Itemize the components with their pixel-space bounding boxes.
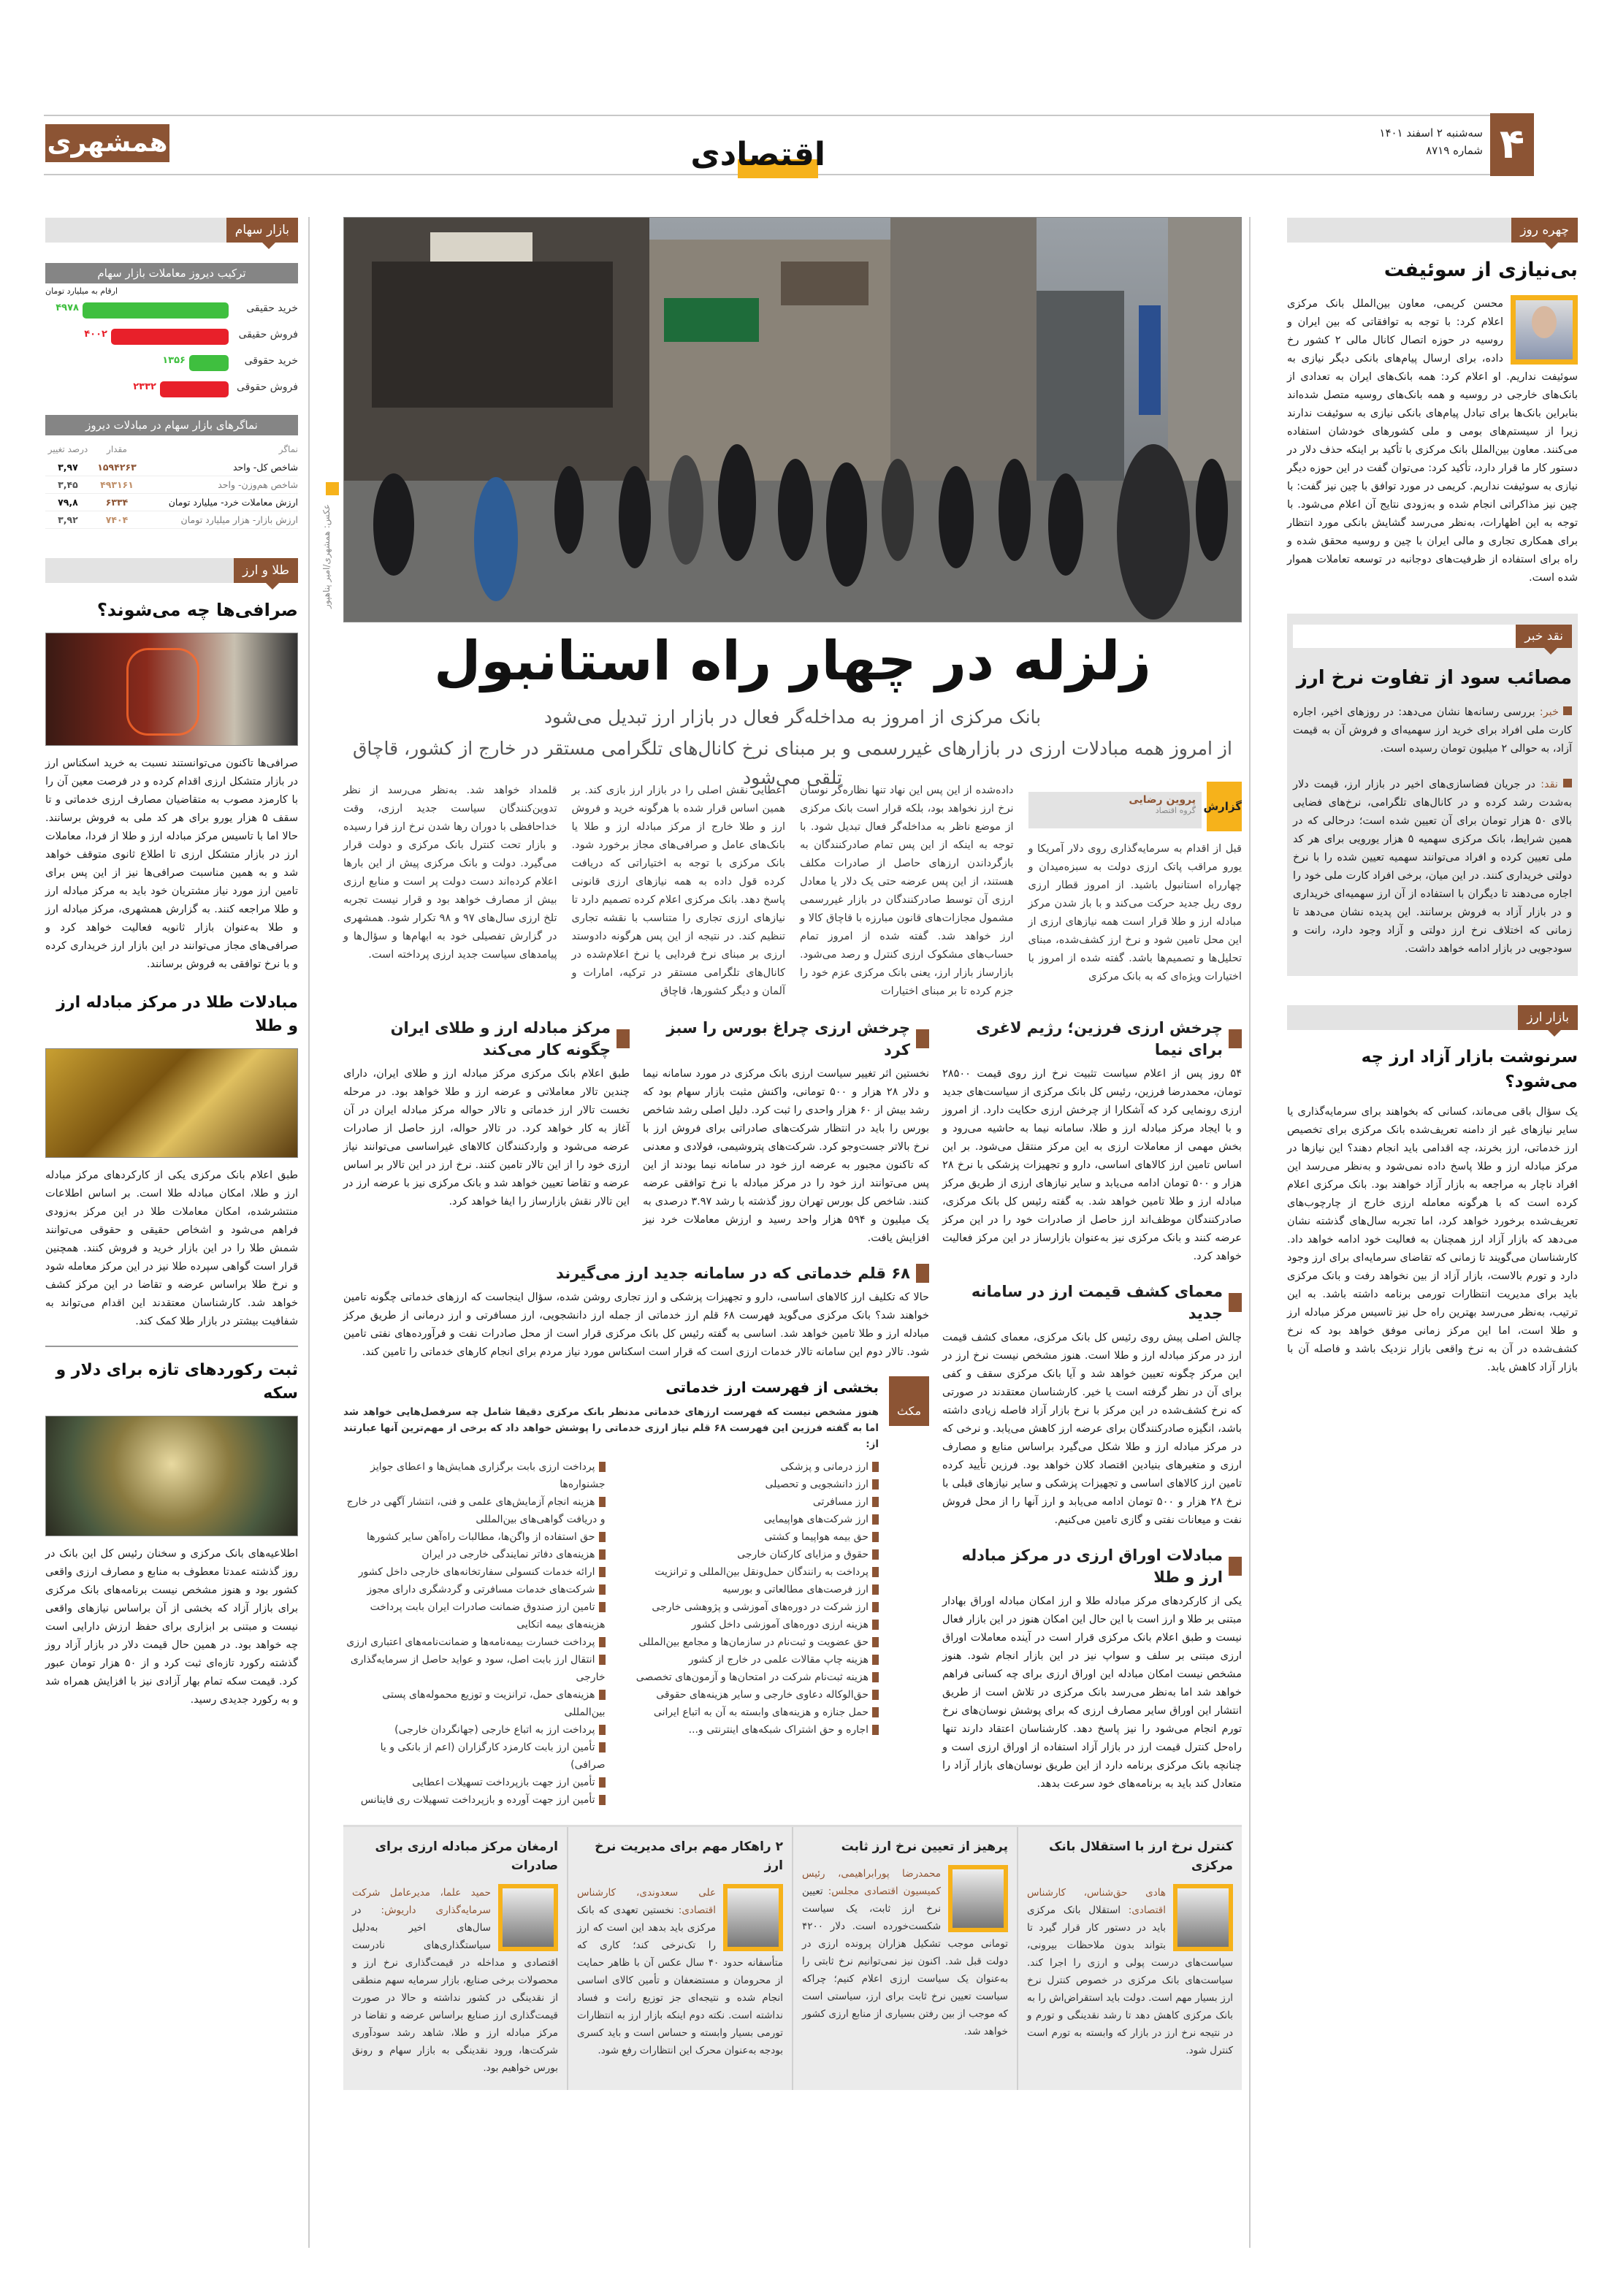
expert-portrait bbox=[948, 1865, 1008, 1932]
stock-tag-bar bbox=[45, 218, 298, 243]
experts-row bbox=[343, 1827, 1242, 2090]
headline: زلزله در چهار راه استانبول bbox=[434, 630, 1151, 693]
photo-credit-marker bbox=[326, 482, 339, 495]
gold-tag-bar bbox=[45, 558, 298, 583]
section-logo: اقتصادی bbox=[723, 131, 825, 183]
critique-paragraph bbox=[1293, 776, 1572, 958]
section-price-discovery bbox=[942, 1281, 1242, 1530]
expert-title: ارمغان مرکز مبادله ارزی برای صادرات bbox=[375, 1839, 558, 1873]
service-item: ارز فرصت‌های مطالعاتی و بورسیه bbox=[617, 1581, 879, 1598]
expert-title: ۲ راهکار مهم برای مدیریت نرخ ارز bbox=[595, 1839, 783, 1873]
bar-label: خرید حقوقی bbox=[244, 355, 298, 367]
service-item: ارز شرکت در دوره‌های آموزشی و پژوهشی خارجی bbox=[617, 1598, 879, 1616]
index-row bbox=[45, 459, 298, 476]
exchange-photo bbox=[45, 633, 298, 746]
service-item: اجاره و حق اشتراک شبکه‌های اینترنتی و... bbox=[617, 1721, 879, 1739]
section-body: حالا که تکلیف ارز کالاهای اساسی، دارو و تجهیزات پزشکی و ارز تجاری روشن شده، سؤال اینجاست که ارزهای خدماتی چگونه تامین خواهند شد؟ بانک مرکزی می‌گوید فهرست ۶۸ قلم ارز خدماتی از جمله ارز دانشجویی، ارز مسافرتی و ارز درمانی از طریق مرکز مبادله ارز و طلا تامین خواهد شد. اساسی به گفته رئیس کل بانک مرکزی قرار است از محل صادرات نفت و فرآورده‌های نفتی تامین شود. تالار دوم این سامانه تالار خدمات ارزی است که قرار است اسکناس مورد نیاز مردم برای انجام کارهای خدماتی را تامین کند. bbox=[343, 1292, 929, 1358]
byline-box bbox=[1028, 792, 1202, 828]
expert-opinion bbox=[567, 1827, 792, 2090]
expert-name: محمدرضا پورابراهیمی، رئیس کمیسیون اقتصادی مجلس: bbox=[802, 1868, 941, 1897]
bar-label: فروش حقیقی bbox=[238, 329, 298, 340]
face-body-wrap bbox=[1287, 295, 1578, 587]
exchange-body: صرافی‌ها تاکنون می‌توانستند نسبت به خرید اسکناس ارز در بازار متشکل ارزی اقدام کرده و در فرصت معین آن را با کارمزد مصوب به متقاضیان مصارف ارزی خدماتی و تا سقف ۵ هزار یورو برای هر کد ملی به فروش برسانند. حالا اما با تاسیس مرکز مبادله ارز و طلا از فردا، معاملات ارز در بازار متشکل ارزی تا اطلاع ثانوی متوقف خواهد شد و به همین مناسبت صرافی‌ها نیز از این پس برای تامین ارز مورد نیاز مشتریان خود باید به مرکز مبادله ارز و طلا مراجعه کنند. به گزارش همشهری، مرکز مبادله ارز و طلا به‌عنوان بازار ثانویه فعالیت خواهد کرد و صرافی‌های مجاز می‌توانند در این بازار ارز خریداری کرده و با نرخ توافقی به فروش برسانند. bbox=[45, 758, 298, 970]
column-divider bbox=[308, 217, 310, 2248]
left-column bbox=[45, 218, 298, 1709]
service-item: حمل جنازه و هزینه‌های وابسته به آن به اتباع ایرانی bbox=[617, 1704, 879, 1721]
bar-fill bbox=[189, 355, 229, 371]
section-body: نخستین اثر تغییر سیاست ارزی بانک مرکزی در مورد سامانه نیما و دلار ۲۸ هزار و ۵۰۰ تومانی، واکنش مثبت بازار سهام بود که رشد بیش از ۶۰ هزار واحدی را ثبت کرد. دلیل اصلی رشد شاخص بورس را باید در انتظار شرکت‌های صادراتی برای فروش ارز با نرخ بالاتر جست‌وجو کرد. شرکت‌های پتروشیمی، فولادی و معدنی که تاکنون مجبور به عرضه ارز خود در سامانه نیما بودند از این پس می‌توانند ارز خود را در مرکز مبادله با نرخ توافقی عرضه کنند. شاخص کل بورس تهران روز گذشته با رشد ۳.۹۷ درصدی به یک میلیون و ۵۹۴ هزار واحد رسید و ارزش معاملات خرد نیز افزایش یافت. bbox=[643, 1068, 930, 1244]
paper-logo: همشهری bbox=[45, 124, 169, 162]
service-item: تأمین ارز بابت کارمزد کارگزاران (اعم از بانکی و یا صرافی) bbox=[343, 1739, 606, 1774]
service-item: شرکت‌های خدمات مسافرتی و گردشگری دارای مجوز bbox=[343, 1581, 606, 1598]
index-name: شاخص کل- واحد bbox=[233, 462, 298, 473]
service-item: هزینه ارزی دوره‌های آموزشی داخل کشور bbox=[617, 1616, 879, 1633]
services-lists bbox=[343, 1458, 879, 1809]
index-value: ۶۳۳۴ bbox=[105, 497, 129, 508]
section-68-items bbox=[343, 1262, 929, 1362]
expert-body: در سال‌های اخیر به‌دلیل سیاستگذاری‌های نادرست اقتصادی و مداخله در قیمت‌گذاری نرخ ارز و محصولات برخی صنایع، بازار سرمایه سهم منطقی از نقدینگی در کشور نداشته و حالا در صورت قیمت‌گذاری ارز صنایع براساس عرضه و تقاضا در مرکز مبادله ارز و طلا، شاهد رشد سودآوری شرکت‌ها، ورود نقدینگی به بازار سهام و رونق بورس خواهیم بود. bbox=[352, 1904, 558, 2074]
col-header: مقدار bbox=[107, 444, 127, 454]
gold-photo bbox=[45, 1048, 298, 1158]
composition-title: ترکیب دیروز معاملات بازار سهام bbox=[45, 263, 298, 283]
face-body: محسن کریمی، معاون بین‌الملل بانک مرکزی اعلام کرد: با توجه به توافقاتی که بین ایران و روسیه در حوزه اتصال کانال مالی ۲ کشور رخ داده، برای ارسال پیام‌های بانکی دیگر نیازی به سوئیفت نداریم. او اعلام کرد: همه بانک‌های ایران به تعدادی از بانک‌های خارجی در روسیه و همه بانک‌های روسیه متصل شده‌اند بنابراین بانک‌ها برای تبادل پیام‌های بانکی نیازی به سوئیفت ندارند زیرا از سیستم‌های بومی و ملی کشورهای خودشان استفاده می‌کنند. معاون بین‌الملل بانک مرکزی با تأکید بر اینکه حذف دلار در دستور کار ما قرار دارد، تأکید کرد: می‌توان گفت در این حوزه دیگر نیازی به سوئیفت نداریم. کریمی در مورد توافق با چین نیز گفت: با چین نیز مذاکراتی انجام شده و به‌زودی نتایج آن اعلام می‌شود. با توجه به این اظهارات، به‌نظر می‌رسد گشایش بانکی مورد انتظار برای همکاری تجاری و مالی ایران با چین و روسیه محقق شده و راه برای استفاده از ظرفیت‌های دوجانبه در توسعه تعاملات هموار شده است. bbox=[1287, 298, 1578, 584]
issue-info bbox=[1344, 124, 1483, 159]
expert-opinion bbox=[792, 1827, 1017, 2090]
service-item: هزینه ثبت‌نام شرکت در امتحان‌ها و آزمون‌های تخصصی bbox=[617, 1668, 879, 1686]
services-list-left bbox=[343, 1458, 606, 1809]
box-content bbox=[343, 1376, 879, 1809]
subtitle-2: از امروز همه مبادلات ارزی در بازارهای غیررسمی و بر مبنای نرخ کانال‌های تلگرامی مستقر در خارج از کشور، قاچاق تلقی می‌شود bbox=[353, 738, 1232, 788]
header-top-rule bbox=[44, 115, 1534, 116]
critique-tag-bar bbox=[1293, 625, 1572, 648]
bar-fill bbox=[160, 381, 229, 397]
section-title: مبادلات اوراق ارزی در مرکز مبادله ارز و طلا bbox=[961, 1546, 1223, 1586]
section-body: ۵۴ روز پس از اعلام سیاست تثبیت نرخ ارز روی قیمت ۲۸۵۰۰ تومان، محمدرضا فرزین، رئیس کل بانک مرکزی از سیاست‌های جدید ارزی رونمایی کرد که آشکارا از چرخش ارزی حکایت دارد. از امروز و با ایجاد مرکز مبادله ارز و طلا، سامانه نیما به حاشیه می‌رود و بخش مهمی از معاملات ارزی به این مرکز منتقل می‌شود. بر این اساس تامین ارز کالاهای اساسی، دارو و تجهیزات پزشکی با نرخ ۲۸ هزار و ۵۰۰ تومان ادامه می‌یابد و سایر نیازهای ارزی از طریق مرکز مبادله ارز و طلا تامین خواهد شد. به گفته رئیس کل بانک مرکزی، صادرکنندگان موظف‌اند ارز حاصل از صادرات خود را در این مرکز عرضه کنند و بانک مرکزی نیز به‌عنوان بازارساز در این مرکز فعالیت خواهد کرد. bbox=[942, 1068, 1242, 1262]
services-list-box bbox=[343, 1376, 929, 1809]
author-group: گروه اقتصاد bbox=[1155, 806, 1196, 815]
indices-header-row bbox=[45, 440, 298, 459]
issue-date: سه‌شنبه ۲ اسفند ۱۴۰۱ bbox=[1379, 126, 1483, 140]
index-change: ۳,۴۵ bbox=[58, 479, 78, 490]
service-item: هزینه انجام آزمایش‌های علمی و فنی، انتشار آگهی در خارج و دریافت گواهی‌های بین‌المللی bbox=[343, 1493, 606, 1528]
section-body: چالش اصلی پیش روی رئیس کل بانک مرکزی، معمای کشف قیمت ارز در مرکز مبادله ارز و طلا است. هنوز مشخص نیست نرخ ارز در این مرکز چگونه تعیین خواهد شد و آیا بانک مرکزی سقف و کفی برای آن در نظر گرفته است یا خیر. کارشناسان معتقدند در صورتی که نرخ کشف‌شده در این مرکز با نرخ بازار آزاد فاصله زیادی داشته باشد، انگیزه صادرکنندگان برای عرضه ارز کاهش می‌یابد. و نرخی که در مرکز مبادله ارز و طلا شکل می‌گیرد براساس منابع و مصارف ارزی و متغیرهای بنیادین اقتصاد کلان خواهد بود. فرزین تأیید کرده تامین ارز کالاهای اساسی و تجهیزات پزشکی و سایر نیازهای قبلی با نرخ ۲۸ هزار و ۵۰۰ تومان ادامه می‌یابد و ارز آنها را از محل فروش نفت و میعانات نفتی و گازی تامین می‌کنیم. bbox=[942, 1332, 1242, 1526]
service-item: حق بیمه هواپیما و کشتی bbox=[617, 1528, 879, 1546]
karimi-portrait bbox=[1511, 295, 1578, 365]
gold-tag: طلا و ارز bbox=[234, 558, 298, 583]
divider bbox=[45, 1346, 298, 1347]
service-item: پرداخت خسارت بیمه‌نامه‌ها و ضمانت‌نامه‌های اعتباری ارزی bbox=[343, 1633, 606, 1651]
service-item: حق‌الوکاله دعاوی خارجی و سایر هزینه‌های حقوقی bbox=[617, 1686, 879, 1704]
report-col-1: قبل از اقدام به سرمایه‌گذاری روی دلار آمریکا و یورو مراقب پاتک ارزی دولت به سبزه‌میدان و چهارراه استانبول باشید. از امروز قطار ارزی روی ریل جدید حرکت می‌کند و با باز شدن مرکز مبادله ارز و طلا قرار است همه نیازهای ارزی از این محل تامین شود و نرخ ارز کشف‌شده، مبنای تحلیل‌ها و تصمیم‌ها باشد. گفته شده از امروز با اختیارات ویژه‌ای که به بانک مرکزی bbox=[1028, 843, 1242, 983]
sections-row bbox=[343, 1017, 929, 1248]
fx-tag: بازار ارز bbox=[1518, 1005, 1578, 1030]
main-photo bbox=[343, 217, 1242, 622]
col-header: نماگر bbox=[278, 444, 298, 454]
indices-table bbox=[45, 440, 298, 529]
index-name: شاخص هم‌وزن- واحد bbox=[218, 479, 298, 490]
face-tag: چهره روز bbox=[1511, 218, 1578, 243]
index-value: ۱۵۹۴۲۶۳ bbox=[97, 462, 137, 473]
expert-name: علی سعدوندی، کارشناس اقتصادی: bbox=[577, 1887, 716, 1916]
bar-fill bbox=[111, 329, 229, 345]
critique-label: نقد: bbox=[1541, 779, 1558, 790]
service-item: هزینه‌های حمل، ترانزیت و توزیع محموله‌های پستی بین‌المللی bbox=[343, 1686, 606, 1721]
sections-right-stack bbox=[942, 1017, 1242, 1793]
bar-value: ۱۳۵۶ bbox=[162, 355, 186, 366]
expert-name: حمید علما، مدیرعامل شرکت سرمایه‌گذاری داریوش: bbox=[352, 1887, 491, 1916]
report-col-3: اعطایی نقش اصلی را در بازار ارز بازی کند. بر همین اساس قرار شده با هرگونه خرید و فروش ارز و طلا خارج از مرکز مبادله ارز و طلا یا بانک‌های عامل و صرافی‌های مجاز برخورد شود. بانک مرکزی با توجه به اختیاراتی که دریافت کرده قول داده به همه نیازهای ارزی قانونی پاسخ دهد. بانک مرکزی اعلام کرده تصمیم دارد تا نیازهای ارزی تجاری را متناسب با نقشه تجاری تنظیم کند. در نتیجه از این پس هرگونه دادوستد ارزی بر مبنای نرخ فردایی یا نرخ اعلام‌شده در کانال‌های تلگرامی مستقر در ترکیه، امارات و آلمان و دیگر کشورها، قاچاق bbox=[571, 785, 785, 997]
issue-number: شماره ۸۷۱۹ bbox=[1426, 144, 1483, 157]
report-col-2: داده‌شده از این پس این نهاد تنها نظاره‌گر نوسان نرخ ارز نخواهد بود، بلکه قرار است بانک مرکزی از موضع ناظر به مداخله‌گر فعال تبدیل شود. با توجه به اینکه از این پس تمام صادرکنندگان به بازگرداندن ارزهای حاصل از صادرات مکلف هستند، از این پس عرضه حتی یک دلار یا معادل ارزی آن توسط صادرکنندگان در بازار غیررسمی مشمول مجازات‌های قانون مبارزه با قاچاق کالا و ارز خواهد شد. گفته شده از امروز تمام حساب‌های مشکوک ارزی کنترل و رصد می‌شود. بازارساز بازار ارز، یعنی بانک مرکزی عزم خود را جزم کرده تا بر مبنای اختیارات bbox=[800, 785, 1014, 997]
index-name: ارزش بازار- هزار میلیارد تومان bbox=[180, 514, 298, 525]
subtitle-1: بانک مرکزی از امروز به مداخله‌گر فعال در بازار ارز تبدیل می‌شود bbox=[543, 706, 1042, 728]
expert-opinion bbox=[343, 1827, 567, 2090]
exchange-title: صرافی‌ها چه می‌شوند؟ bbox=[96, 600, 298, 620]
box-tag: مکث bbox=[889, 1376, 929, 1426]
composition-bar-row bbox=[45, 352, 298, 374]
section-fx-papers bbox=[942, 1544, 1242, 1793]
bar-value: ۴۰۰۲ bbox=[84, 329, 107, 340]
service-item: حقوق و مزایای کارکنان خارجی bbox=[617, 1546, 879, 1563]
report-col-1-wrap bbox=[1028, 782, 1243, 1001]
face-title: بی‌نیازی از سوئیفت bbox=[1383, 259, 1578, 281]
service-item: هزینه‌های دفاتر نمایندگی خارجی در ایران bbox=[343, 1546, 606, 1563]
critique-title: مصائب سود از تفاوت نرخ ارز bbox=[1296, 667, 1572, 689]
index-change: ۳,۹۷ bbox=[58, 462, 78, 473]
expert-portrait bbox=[498, 1884, 558, 1951]
index-value: ۷۴۰۴ bbox=[105, 514, 129, 525]
service-item: هزینه چاپ مقالات علمی در خارج از کشور bbox=[617, 1651, 879, 1668]
composition-bar-row bbox=[45, 326, 298, 348]
report-col-4: قلمداد خواهد شد. به‌نظر می‌رسد از نظر تدوین‌کنندگان سیاست جدید ارزی، وقت خداحافظی با دوران رها شدن نرخ ارز فرا رسیده و بازار تحت کنترل بانک مرکزی و دولت قرار می‌گیرد. دولت و بانک مرکزی پیش از این بارها اعلام کرده‌اند دست دولت پر است و منابع ارزی بیش از مصارف خواهد بود و قرار نیست تجربه تلخ ارزی سال‌های ۹۷ و ۹۸ تکرار شود. همشهری در گزارش تفصیلی خود به ابهام‌ها و سؤال‌ها و پیامدهای سیاست جدید ارزی پرداخته است. bbox=[343, 785, 557, 961]
service-item: تامین ارز صندوق ضمانت صادرات ایران بابت پرداخت هزینه‌های بیمه اتکایی bbox=[343, 1598, 606, 1633]
expert-body: تعیین نرخ ارز ثابت، یک سیاست شکست‌خورده است. دلار ۴۲۰۰ تومانی موجب تشکیل هزاران پرونده ارزی در دولت قبل شد. اکنون نیز نمی‌توانیم نرخ ثابتی را به‌عنوان یک سیاست ارزی اعلام کنیم؛ چراکه سیاست تعیین نرخ ثابت برای ارز، سیاستی است که موجب از بین رفتن بسیاری از منابع ارزی کشور خواهد شد. bbox=[802, 1885, 1008, 2037]
service-item: ارز دانشجویی و تحصیلی bbox=[617, 1476, 879, 1493]
record-body: اطلاعیه‌های بانک مرکزی و سخنان رئیس کل این بانک در روز گذشته عمدتا معطوف به منابع و مصارف ارزی واقعی کشور بود و هنوز مشخص نیست برنامه‌های بانک مرکزی برای بازار آزاد که بخشی از آن براساس نیازهای واقعی نیست و مبتنی بر ابزاری برای حفظ ارزش دارایی است چه خواهد بود. در همین حال قیمت دلار در بازار آزاد روز گذشته رکورد تازه‌ای ثبت کرد و از ۵۰ هزار تومان عبور کرد. قیمت سکه تمام بهار آزادی نیز با افزایش همراه شد و به رکورد جدیدی رسید. bbox=[45, 1548, 298, 1706]
section-bourse bbox=[643, 1017, 929, 1248]
expert-portrait bbox=[723, 1884, 783, 1951]
expert-title: کنترل نرخ ارز با استقلال بانک مرکزی bbox=[1049, 1839, 1233, 1873]
sections-area bbox=[343, 1017, 1242, 1809]
critique-tag: نقد خبر bbox=[1516, 625, 1572, 648]
index-row bbox=[45, 476, 298, 494]
photo-credit: عکس: همشهری/امیر پناهپور bbox=[321, 504, 332, 609]
section-exchange-center bbox=[343, 1017, 630, 1248]
expert-portrait bbox=[1173, 1884, 1233, 1951]
gold-body: طبق اعلام بانک مرکزی یکی از کارکردهای مرکز مبادله ارز و طلا، امکان مبادله طلا است. بر اساس اطلاعات منتشرشده، امکان معاملات طلا در این مرکز به‌زودی فراهم می‌شود و اشخاص حقیقی و حقوقی می‌توانند شمش طلا را در این بازار خرید و فروش کنند. همچنین قرار است گواهی سپرده طلا نیز در این مرکز معامله شود و نرخ طلا براساس عرضه و تقاضا در این مرکز کشف خواهد شد. کارشناسان معتقدند این اقدام می‌تواند به شفافیت بیشتر در بازار طلا کمک کند. bbox=[45, 1170, 298, 1327]
service-item: تأمین ارز جهت بازپرداخت تسهیلات اعطایی bbox=[343, 1774, 606, 1791]
report-columns bbox=[343, 782, 1242, 1001]
index-row bbox=[45, 511, 298, 529]
sections-left-area bbox=[343, 1017, 929, 1809]
composition-bar-row bbox=[45, 378, 298, 400]
face-tag-bar bbox=[1287, 218, 1578, 243]
coins-photo bbox=[45, 1416, 298, 1536]
service-item: حق عضویت و ثبت‌نام در سازمان‌ها و مجامع بین‌المللی bbox=[617, 1633, 879, 1651]
news-label: خبر: bbox=[1539, 706, 1559, 718]
fx-tag-bar bbox=[1287, 1005, 1578, 1030]
service-item: پرداخت ارزی بابت برگزاری همایش‌ها و اعطای جوایز جشنواره‌ها bbox=[343, 1458, 606, 1493]
right-column bbox=[1287, 218, 1578, 1377]
units-row bbox=[45, 283, 298, 300]
index-row bbox=[45, 494, 298, 511]
expert-body: استقلال بانک مرکزی باید در دستور کار قرار گیرد تا بتواند بدون ملاحظات بیرونی، سیاست‌های درست پولی و ارزی را اجرا کند. سیاست‌های بانک مرکزی در خصوص کنترل نرخ ارز بسیار مهم است. دولت باید استقراض‌اش را به بانک مرکزی کاهش دهد تا رشد نقدینگی و تورم و در نتیجه نرخ ارز در بازار که وابسته به تورم است کنترل شود. bbox=[1027, 1904, 1233, 2056]
col-header: درصد تغییر bbox=[47, 444, 88, 454]
service-item: ارز مسافرتی bbox=[617, 1493, 879, 1511]
fx-title: سرنوشت بازار آزاد ارز چه می‌شود؟ bbox=[1361, 1048, 1578, 1091]
bar-label: خرید حقیقی bbox=[246, 302, 298, 314]
news-body: بررسی رسانه‌ها نشان می‌دهد: در روزهای اخیر، اجاره کارت ملی افراد برای خرید ارز سهمیه‌ای و فروش آن به قیمت آزاد، به حوالی ۲ میلیون تومان رسیده است. bbox=[1293, 706, 1572, 755]
service-item: ارز درمانی و پزشکی bbox=[617, 1458, 879, 1476]
index-change: ۳,۹۲ bbox=[58, 514, 78, 525]
critique-body: در جریان فضاسازی‌های اخیر در بازار ارز، قیمت دلار به‌شدت رشد کرده و در کانال‌های تلگرامی، نرخ‌های فضایی بالای ۵۰ هزار تومان برای آن تعیین شده است؛ درحالی که در همین شرایط، بانک مرکزی سهمیه ۵ هزار یورویی برای هر کد ملی تعیین کرده و افراد می‌توانند سهمیه تعیین شده را با نرخ دولتی خریداری کنند. در این میان، برخی افراد کارت ملی خود را اجاره می‌دهند تا دیگران با استفاده از آن ارز سهمیه‌ای خریداری و در بازار آزاد به فروش برسانند. این پدیده نشان می‌دهد تا زمانی که اختلاف نرخ ارز دولتی و آزاد وجود دارد، رانت و سودجویی در بازار ادامه خواهد داشت. bbox=[1293, 779, 1572, 955]
expert-title: پرهیز از تعیین نرخ ارز ثابت bbox=[841, 1839, 1008, 1854]
services-list-right bbox=[617, 1458, 879, 1809]
section-body: طبق اعلام بانک مرکزی مرکز مبادله ارز و طلای ایران، دارای چندین تالار معاملاتی و عرضه ارز و طلا خواهد بود. در مرحله نخست تالار ارز خدماتی و تالار حواله مرکز مبادله ایران در آن آغاز به کار خواهد کرد. در تالار حواله، ارز حاصل از صادرات عرضه می‌شود و واردکنندگان کالاهای غیراساسی می‌توانند نیاز ارزی خود را از این تالار تامین کنند. نرخ ارز در این تالار بر اساس عرضه و تقاضا تعیین خواهد شد و بانک مرکزی نیز با عرضه ارز در این تالار نقش بازارساز را ایفا خواهد کرد. bbox=[343, 1068, 630, 1208]
box-intro: هنوز مشخص نیست که فهرست ارزهای خدماتی مدنظر بانک مرکزی دقیقا شامل چه سرفصل‌هایی خواهد شد اما به گفته فرزین این فهرست ۶۸ قلم نیاز ارزی خدماتی را پوشش خواهد داد که برخی از مهم‌ترین آنها عبارتند از: bbox=[343, 1406, 879, 1450]
main-lower bbox=[343, 782, 1242, 2090]
experts-box bbox=[343, 1825, 1242, 2090]
section-title: مرکز مبادله ارز و طلای ایران چگونه کار می‌کند bbox=[390, 1019, 611, 1059]
gold-title: مبادلات طلا در مرکز مبادله ارز و طلا bbox=[56, 993, 298, 1035]
service-item: پرداخت به رانندگان حمل‌ونقل بین‌المللی و ترانزیت bbox=[617, 1563, 879, 1581]
service-item: ارائه خدمات کنسولی سفارتخانه‌های خارجی داخل کشور bbox=[343, 1563, 606, 1581]
column-divider bbox=[1249, 217, 1251, 2248]
record-title: ثبت رکوردهای تازه برای دلار و سکه bbox=[56, 1361, 298, 1403]
units-note: ارقام به میلیارد تومان bbox=[45, 286, 118, 296]
index-name: ارزش معاملات خرد- میلیارد تومان bbox=[168, 497, 298, 508]
composition-bar-row bbox=[45, 300, 298, 321]
section-farzin bbox=[942, 1017, 1242, 1266]
bar-value: ۲۳۳۲ bbox=[133, 381, 156, 392]
section-title: چرخش ارزی چراغ بورس را سبز کرد bbox=[666, 1019, 910, 1059]
expert-name: هادی حق‌شناس، کارشناس اقتصادی: bbox=[1027, 1887, 1166, 1916]
expert-opinion bbox=[1017, 1827, 1242, 2090]
index-value: ۴۹۳۱۶۱ bbox=[100, 479, 134, 490]
index-change: ۷۹,۸ bbox=[58, 497, 78, 508]
box-title: بخشی از فهرست ارز خدماتی bbox=[665, 1378, 879, 1396]
indices-title: نماگرهای بازار سهام در مبادلات دیروز bbox=[45, 415, 298, 435]
fx-body: یک سؤال باقی می‌ماند، کسانی که بخواهند برای سرمایه‌گذاری یا سایر نیازهای غیر از دامنه تعریف‌شده بانک مرکزی برای تخصیص ارز خدماتی، ارز بخرند، چه اقدامی باید انجام دهند؟ این نیازها در مرکز مبادله ارز و طلا پاسخ داده نمی‌شود و به‌نظر می‌رسد این افراد ناچار به مراجعه به بازار آزاد خواهند بود. بانک مرکزی اعلام کرده است که با هرگونه معامله ارزی خارج از چارچوب‌های تعریف‌شده برخورد خواهد کرد، اما تجربه سال‌های گذشته نشان می‌دهد که بازار آزاد ارز همچنان به فعالیت خود ادامه خواهد داد. کارشناسان می‌گویند تا زمانی که تقاضای سرمایه‌ای برای ارز وجود دارد و تورم بالاست، بازار آزاد از بین نخواهد رفت و بانک مرکزی باید برای مدیریت انتظارات تورمی برنامه داشته باشد. به این ترتیب، به‌نظر می‌رسد بهترین راه حل نیز تاسیس مرکز مبادله ارز و طلا است، اما این مرکز زمانی موفق خواهد بود که نرخ کشف‌شده در آن به نرخ واقعی بازار نزدیک باشد و فاصله آن با بازار آزاد کاهش یابد. bbox=[1287, 1106, 1578, 1373]
section-title: ۶۸ قلم خدماتی که در سامانه جدید ارز می‌گیرند bbox=[556, 1265, 910, 1282]
author-name: پروین رضایی bbox=[1129, 794, 1196, 806]
report-tag: گزارش bbox=[1207, 782, 1242, 831]
service-item: انتقال ارز بابت اصل، سود و عواید حاصل از سرمایه‌گذاری خارجی bbox=[343, 1651, 606, 1686]
composition-bars bbox=[45, 300, 298, 409]
service-item: پرداخت ارز به اتباع خارجی (جهانگردان خارجی) bbox=[343, 1721, 606, 1739]
critique-box bbox=[1287, 614, 1578, 976]
news-paragraph bbox=[1293, 703, 1572, 758]
service-item: حق استفاده از واگن‌ها، مطالبات راه‌آهن سایر کشورها bbox=[343, 1528, 606, 1546]
page-number: ۴ bbox=[1490, 113, 1534, 176]
report-byline bbox=[1028, 782, 1243, 831]
section-body: یکی از کارکردهای مرکز مبادله طلا و ارز امکان مبادله اوراق بهادار مبتنی بر طلا و ارز است با این حال این امکان هنوز در این بازار فعال نیست و طبق اعلام بانک مرکزی قرار است در آینده معاملات اوراق ارزی مبتنی بر سلف و سواپ نیز در این بازار انجام شود. هنوز مشخص نیست امکان مبادله این اوراق ارزی برای چه کسانی فراهم خواهد شد اما به‌نظر می‌رسد بانک مرکزی در تلاش است از طریق انتشار این اوراق سایر مصارف ارزی که برای پوشش نوسان‌های نرخ تورم انجام می‌شود را نیز پاسخ دهد. کارشناسان اعتقاد دارند تنها راه‌حل کنترل قیمت ارز در بازار آزاد استفاده از اوراق ارزی است و چنانچه بانک مرکزی برنامه دارد از این طریق نوسان‌های بازار آزاد را متعادل کند باید به برنامه‌های خود سرعت بدهد. bbox=[942, 1595, 1242, 1790]
bar-value: ۴۹۷۸ bbox=[56, 302, 79, 313]
section-title: معمای کشف قیمت ارز در سامانه جدید bbox=[971, 1283, 1223, 1322]
service-item: تأمین ارز جهت آورده و بازپرداخت تسهیلات ری فاینانس bbox=[343, 1791, 606, 1809]
bar-fill bbox=[83, 302, 229, 319]
section-title: چرخش ارزی فرزین؛ رژیم لاغری برای نیما bbox=[976, 1019, 1223, 1059]
expert-body: نخستین تعهدی که بانک مرکزی باید بدهد این است که ارز را تک‌نرخی کند؛ کاری که متأسفانه حدود ۴۰ سال عکس آن با ظاهر حمایت از محرومان و مستضعفان و تأمین کالای اساسی انجام شده و نتیجه‌ای جز توزیع رانت و فساد نداشته است. نکته دوم اینکه بازار ارز به انتظارات تورمی بسیار وابسته و حساس است و باید کسری بودجه به‌عنوان محرک این انتظارات رفع شود. bbox=[577, 1904, 783, 2056]
stock-tag: بازار سهام bbox=[226, 218, 298, 243]
service-item: ارز شرکت‌های هواپیمایی bbox=[617, 1511, 879, 1528]
bar-label: فروش حقوقی bbox=[236, 381, 298, 393]
